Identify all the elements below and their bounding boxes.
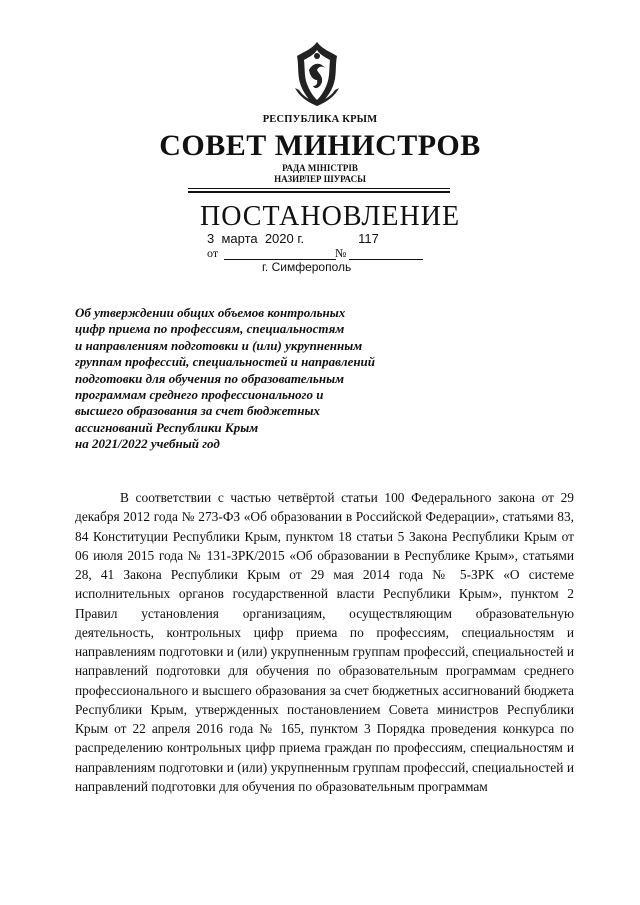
decree-date: 3 марта 2020 г. xyxy=(207,231,305,246)
crimea-coat-of-arms-icon xyxy=(289,40,345,108)
subject-line: на 2021/2022 учебный год xyxy=(75,436,220,452)
subject-line: и направлениям подготовки и (или) укрупненным xyxy=(75,337,363,353)
subject-line: подготовки для обучения по образовательным xyxy=(75,370,344,386)
subject-line: высшего образования за счет бюджетных xyxy=(75,403,321,419)
council-name-ukrainian: РАДА МІНІСТРІВ xyxy=(282,163,358,173)
subject-line: цифр приема по профессиям, специальностям xyxy=(75,321,345,337)
council-name: СОВЕТ МИНИСТРОВ xyxy=(159,129,481,162)
subject-line: программам среднего профессионального и xyxy=(75,387,324,403)
decree-subject xyxy=(75,305,415,453)
subject-line: группам профессий, специальностей и направлений xyxy=(75,354,376,370)
number-underline xyxy=(349,259,423,260)
city: г. Симферополь xyxy=(262,260,352,274)
header-divider xyxy=(188,188,450,189)
decree-number: 117 xyxy=(358,231,379,246)
decree-date-number xyxy=(207,231,379,247)
date-number-fields xyxy=(207,247,423,261)
document-title: ПОСТАНОВЛЕНИЕ xyxy=(200,201,461,232)
number-label: № xyxy=(335,246,347,260)
republic-name: РЕСПУБЛИКА КРЫМ xyxy=(262,114,378,125)
decree-body xyxy=(75,488,574,796)
from-label: от xyxy=(207,246,219,260)
council-name-crimean-tatar: НАЗИРЛЕР ШУРАСЫ xyxy=(274,174,366,184)
subject-line: ассигнований Республики Крым xyxy=(75,419,259,435)
subject-line: Об утверждении общих объемов контрольных xyxy=(75,305,346,320)
header-divider-thick xyxy=(188,191,450,193)
body-paragraph: В соответствии с частью четвёртой статьи 100 Федерального закона от 29 декабря 2012 года № 273-ФЗ «Об образовании в Российской Федерации», статьями 83, 84 Конституции Республики Крым, пунктом 18 статьи 5 Закона Республики Крым от 06 июля 2015 года № 131-ЗРК/2015 «Об образовании в Республике Крым», статьями 28, 41 Закона Республики Крым от 29 мая 2014 года № 5-ЗРК «О системе исполнительных органов государственной власти Республики Крым», пунктом 2 Правил установления организациям, осуществляющим образовательную деятельность, контрольных цифр приема по профессиям, специальностям и направлениям подготовки и (или) укрупненным группам профессий, специальностей и направлений подготовки для обучения по образовательным программам среднего профессионального и высшего образования за счет бюджетных ассигнований бюджета Республики Крым, утвержденных постановлением Совета министров Республики Крым от 22 апреля 2016 года № 165, пунктом 3 Порядка проведения конкурса по распределению контрольных цифр приема граждан по профессиям, специальностям и направлениям подготовки и (или) укрупненным группам профессий, специальностей и направлений подготовки для обучения по образовательным программам xyxy=(75,490,574,794)
